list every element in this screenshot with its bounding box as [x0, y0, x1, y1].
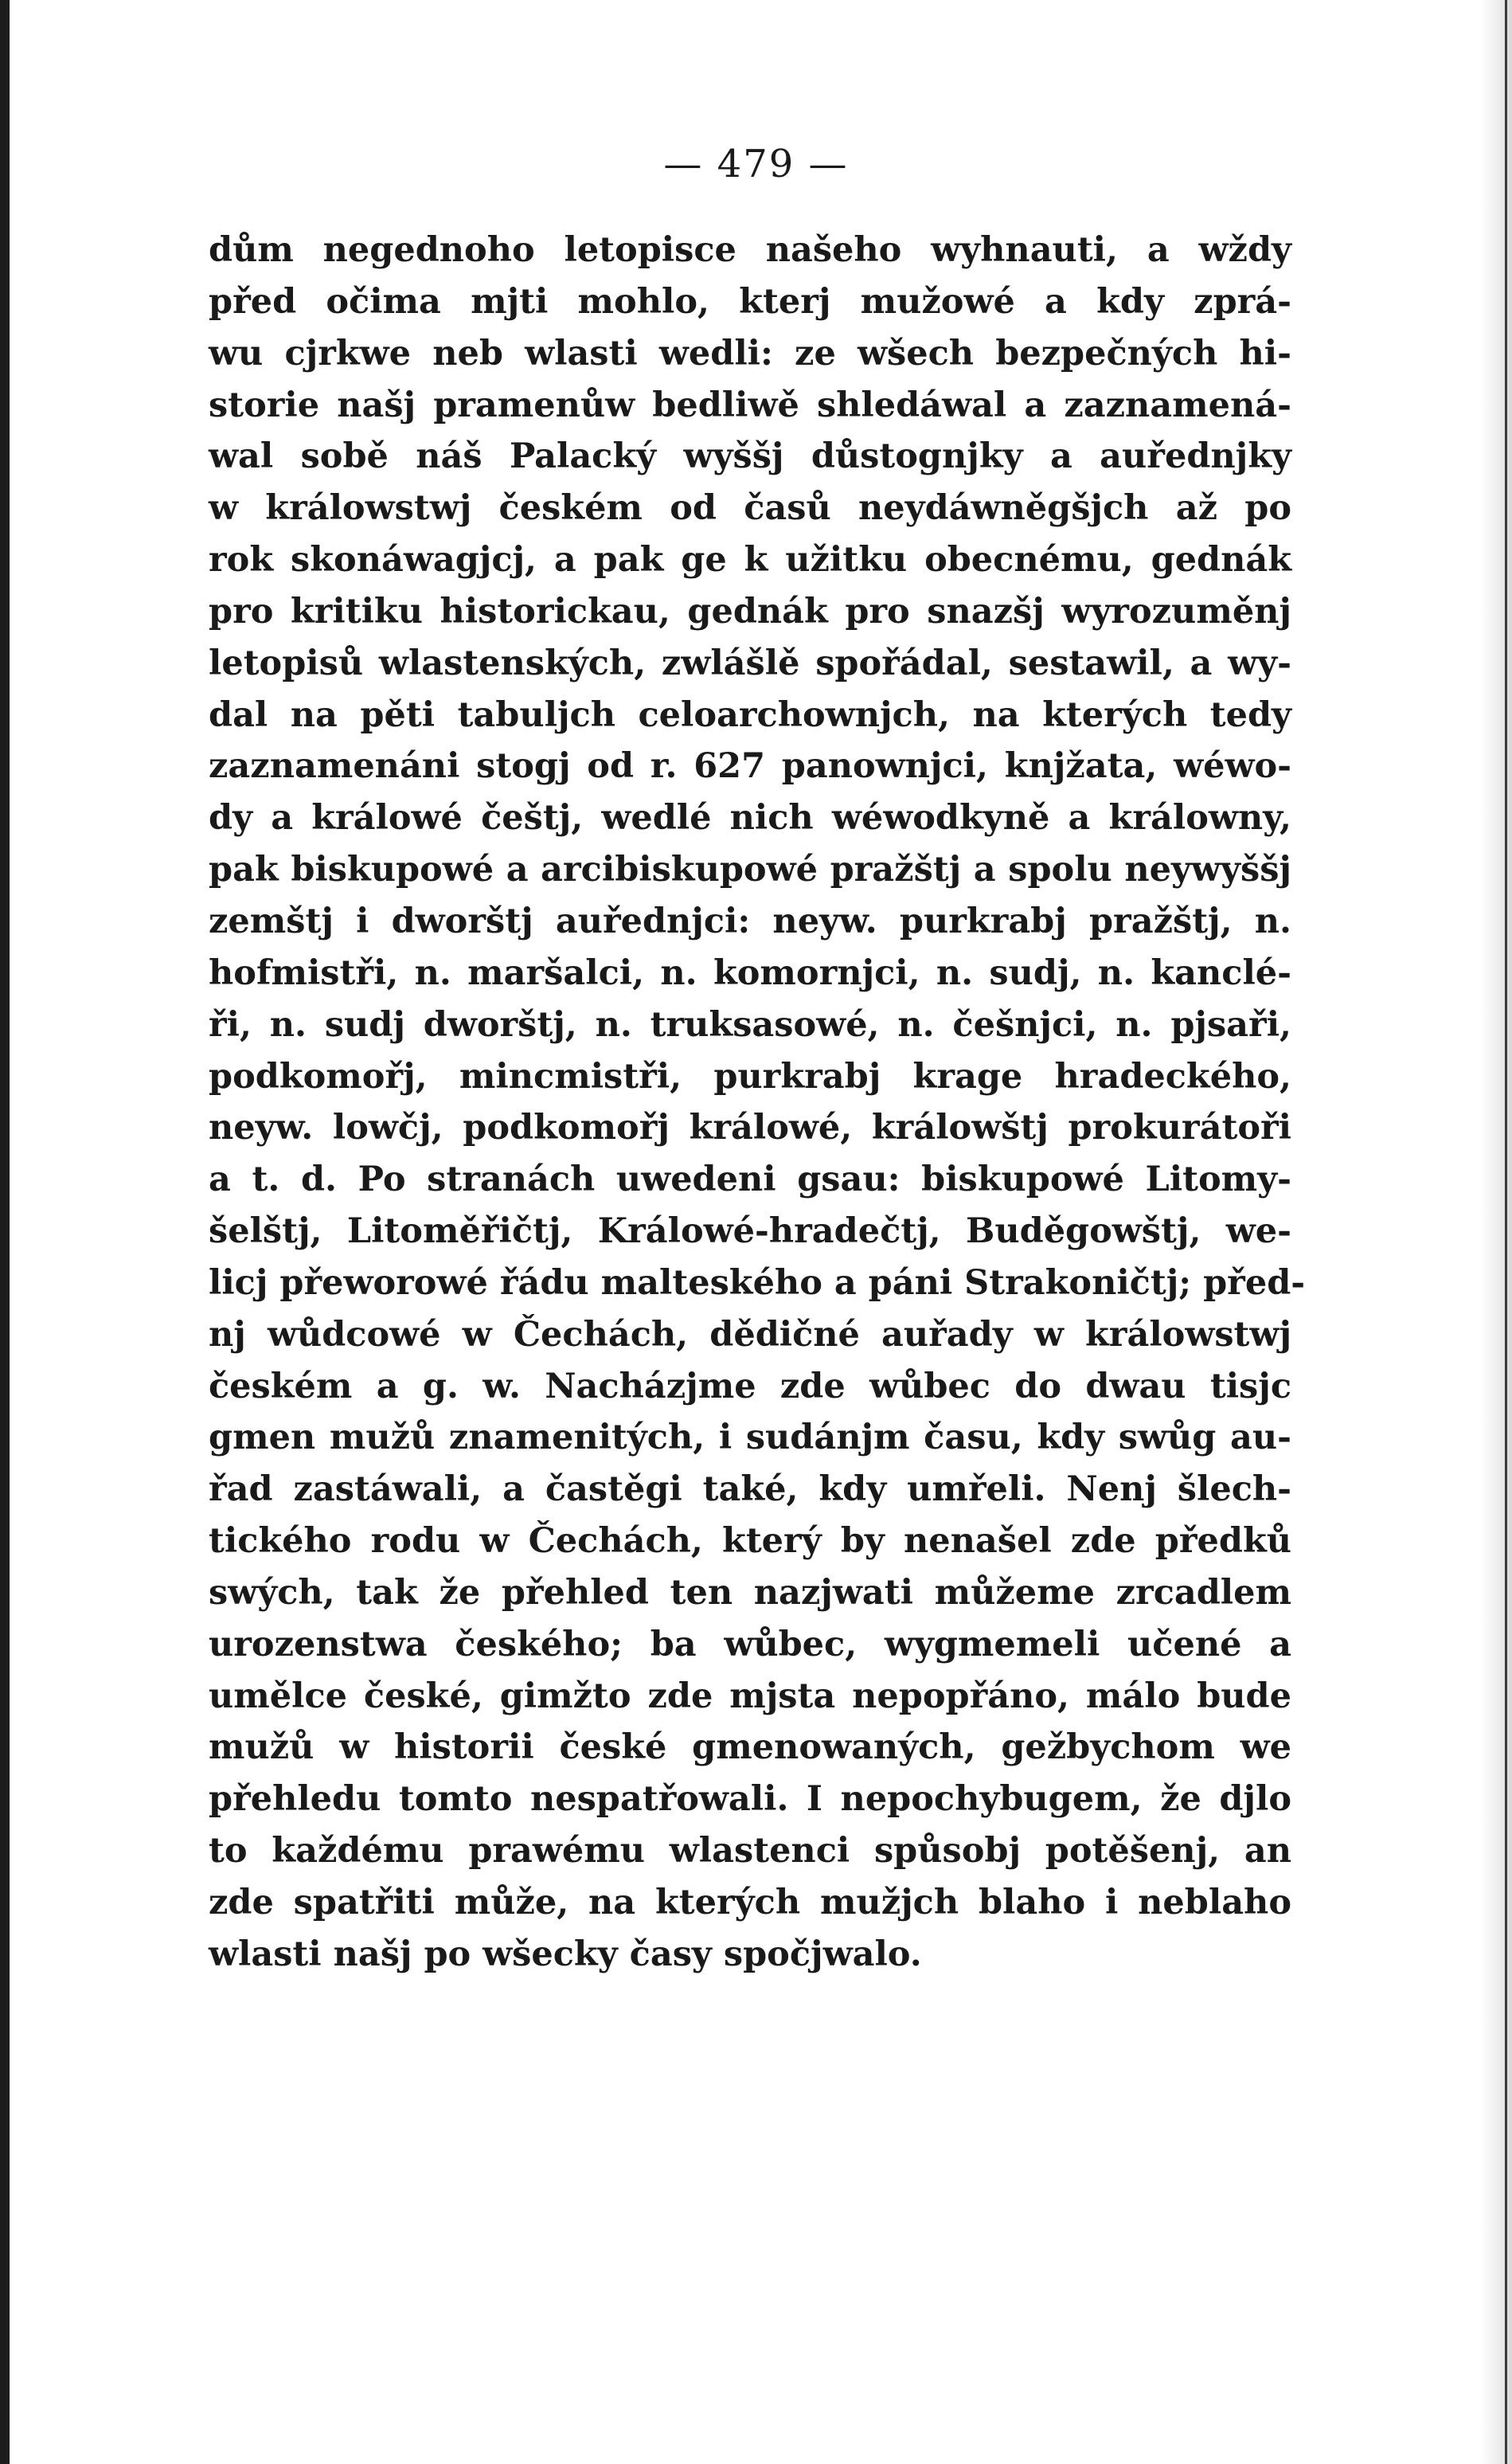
text-line: přehledu tomto nespatřowali. I nepochybugem, že djlo: [209, 1779, 1291, 1820]
text-line: pro kritiku historickau, gednák pro snazšj wyrozuměnj: [209, 591, 1291, 632]
scan-edge-left: [0, 0, 10, 2464]
text-line: urozenstwa českého; ba wůbec, wygmemeli učené a: [209, 1624, 1291, 1664]
text-line: storie našj pramenůw bedliwě shledáwal a zaznamená-: [209, 385, 1291, 425]
text-line: letopisů wlastenských, zwlášlě spořádal, sestawil, a wy-: [209, 643, 1291, 683]
text-line: ři, n. sudj dworštj, n. truksasowé, n. češnjci, n. pjsaři,: [209, 1004, 1291, 1045]
text-line: hofmistři, n. maršalci, n. komornjci, n. sudj, n. kanclé-: [209, 952, 1291, 993]
text-line: podkomořj, mincmistři, purkrabj krage hradeckého,: [209, 1056, 1291, 1097]
text-line: dům negednoho letopisce našeho wyhnauti, a wždy: [209, 230, 1291, 270]
text-line: rok skonáwagjcj, a pak ge k užitku obecnému, gednák: [209, 540, 1291, 581]
text-line: mužů w historii české gmenowaných, gežbychom we: [209, 1727, 1291, 1768]
text-line: pak biskupowé a arcibiskupowé pražštj a spolu neywyššj: [209, 850, 1291, 890]
text-line: swých, tak že přehled ten nazjwati můžeme zrcadlem: [209, 1572, 1291, 1613]
text-line: wlasti našj po wšecky časy spočjwalo.: [209, 1934, 922, 1974]
text-line: umělce české, gimžto zde mjsta nepopřáno, málo bude: [209, 1676, 1291, 1716]
text-line: wu cjrkwe neb wlasti wedli: ze wšech bezpečných hi-: [209, 333, 1291, 374]
text-line: šelštj, Litoměřičtj, Králowé-hradečtj, Buděgowštj, we-: [209, 1211, 1291, 1252]
text-line: dal na pěti tabuljch celoarchownjch, na kterých tedy: [209, 694, 1291, 735]
text-line: zde spatřiti může, na kterých mužjch blaho i neblaho: [209, 1883, 1291, 1922]
text-line: před očima mjti mohlo, kterj mužowé a kdy zprá-: [209, 281, 1291, 322]
text-line: neyw. lowčj, podkomořj králowé, králowštj prokurátoři: [209, 1108, 1291, 1148]
body-text: [209, 225, 1306, 1981]
text-line: a t. d. Po stranách uwedeni gsau: biskupowé Litomy-: [209, 1160, 1291, 1200]
text-line: dy a králowé češtj, wedlé nich wéwodkyně a králowny,: [209, 798, 1291, 839]
text-line: zemštj i dworštj auřednjci: neyw. purkrabj pražštj, n.: [209, 901, 1291, 941]
scan-edge-right: [1480, 0, 1512, 2464]
text-line: tického rodu w Čechách, který by nenašel zde předků: [209, 1521, 1291, 1562]
text-line: wal sobě náš Palacký wyššj důstognjky a auřednjky: [209, 436, 1291, 477]
text-line: nj wůdcowé w Čechách, dědičné auřady w králowstwj: [209, 1314, 1291, 1355]
text-line: to každému prawému wlastenci spůsobj potěšenj, an: [209, 1831, 1291, 1871]
text-line: licj přeworowé řádu malteského a páni Strakoničtj; před-: [209, 1262, 1306, 1303]
text-line: gmen mužů znamenitých, i sudánjm času, kdy swůg au-: [209, 1418, 1291, 1458]
text-line: zaznamenáni stogj od r. 627 panownjci, knjžata, wéwo-: [209, 746, 1291, 787]
page-number: — 479 —: [663, 142, 849, 186]
text-line: w králowstwj českém od časů neydáwněgšjch až po: [209, 488, 1291, 529]
text-line: českém a g. w. Nacházjme zde wůbec do dwau tisjc: [209, 1366, 1291, 1406]
text-line: řad zastáwali, a častěgi také, kdy umřeli. Nenj šlech-: [209, 1469, 1291, 1510]
